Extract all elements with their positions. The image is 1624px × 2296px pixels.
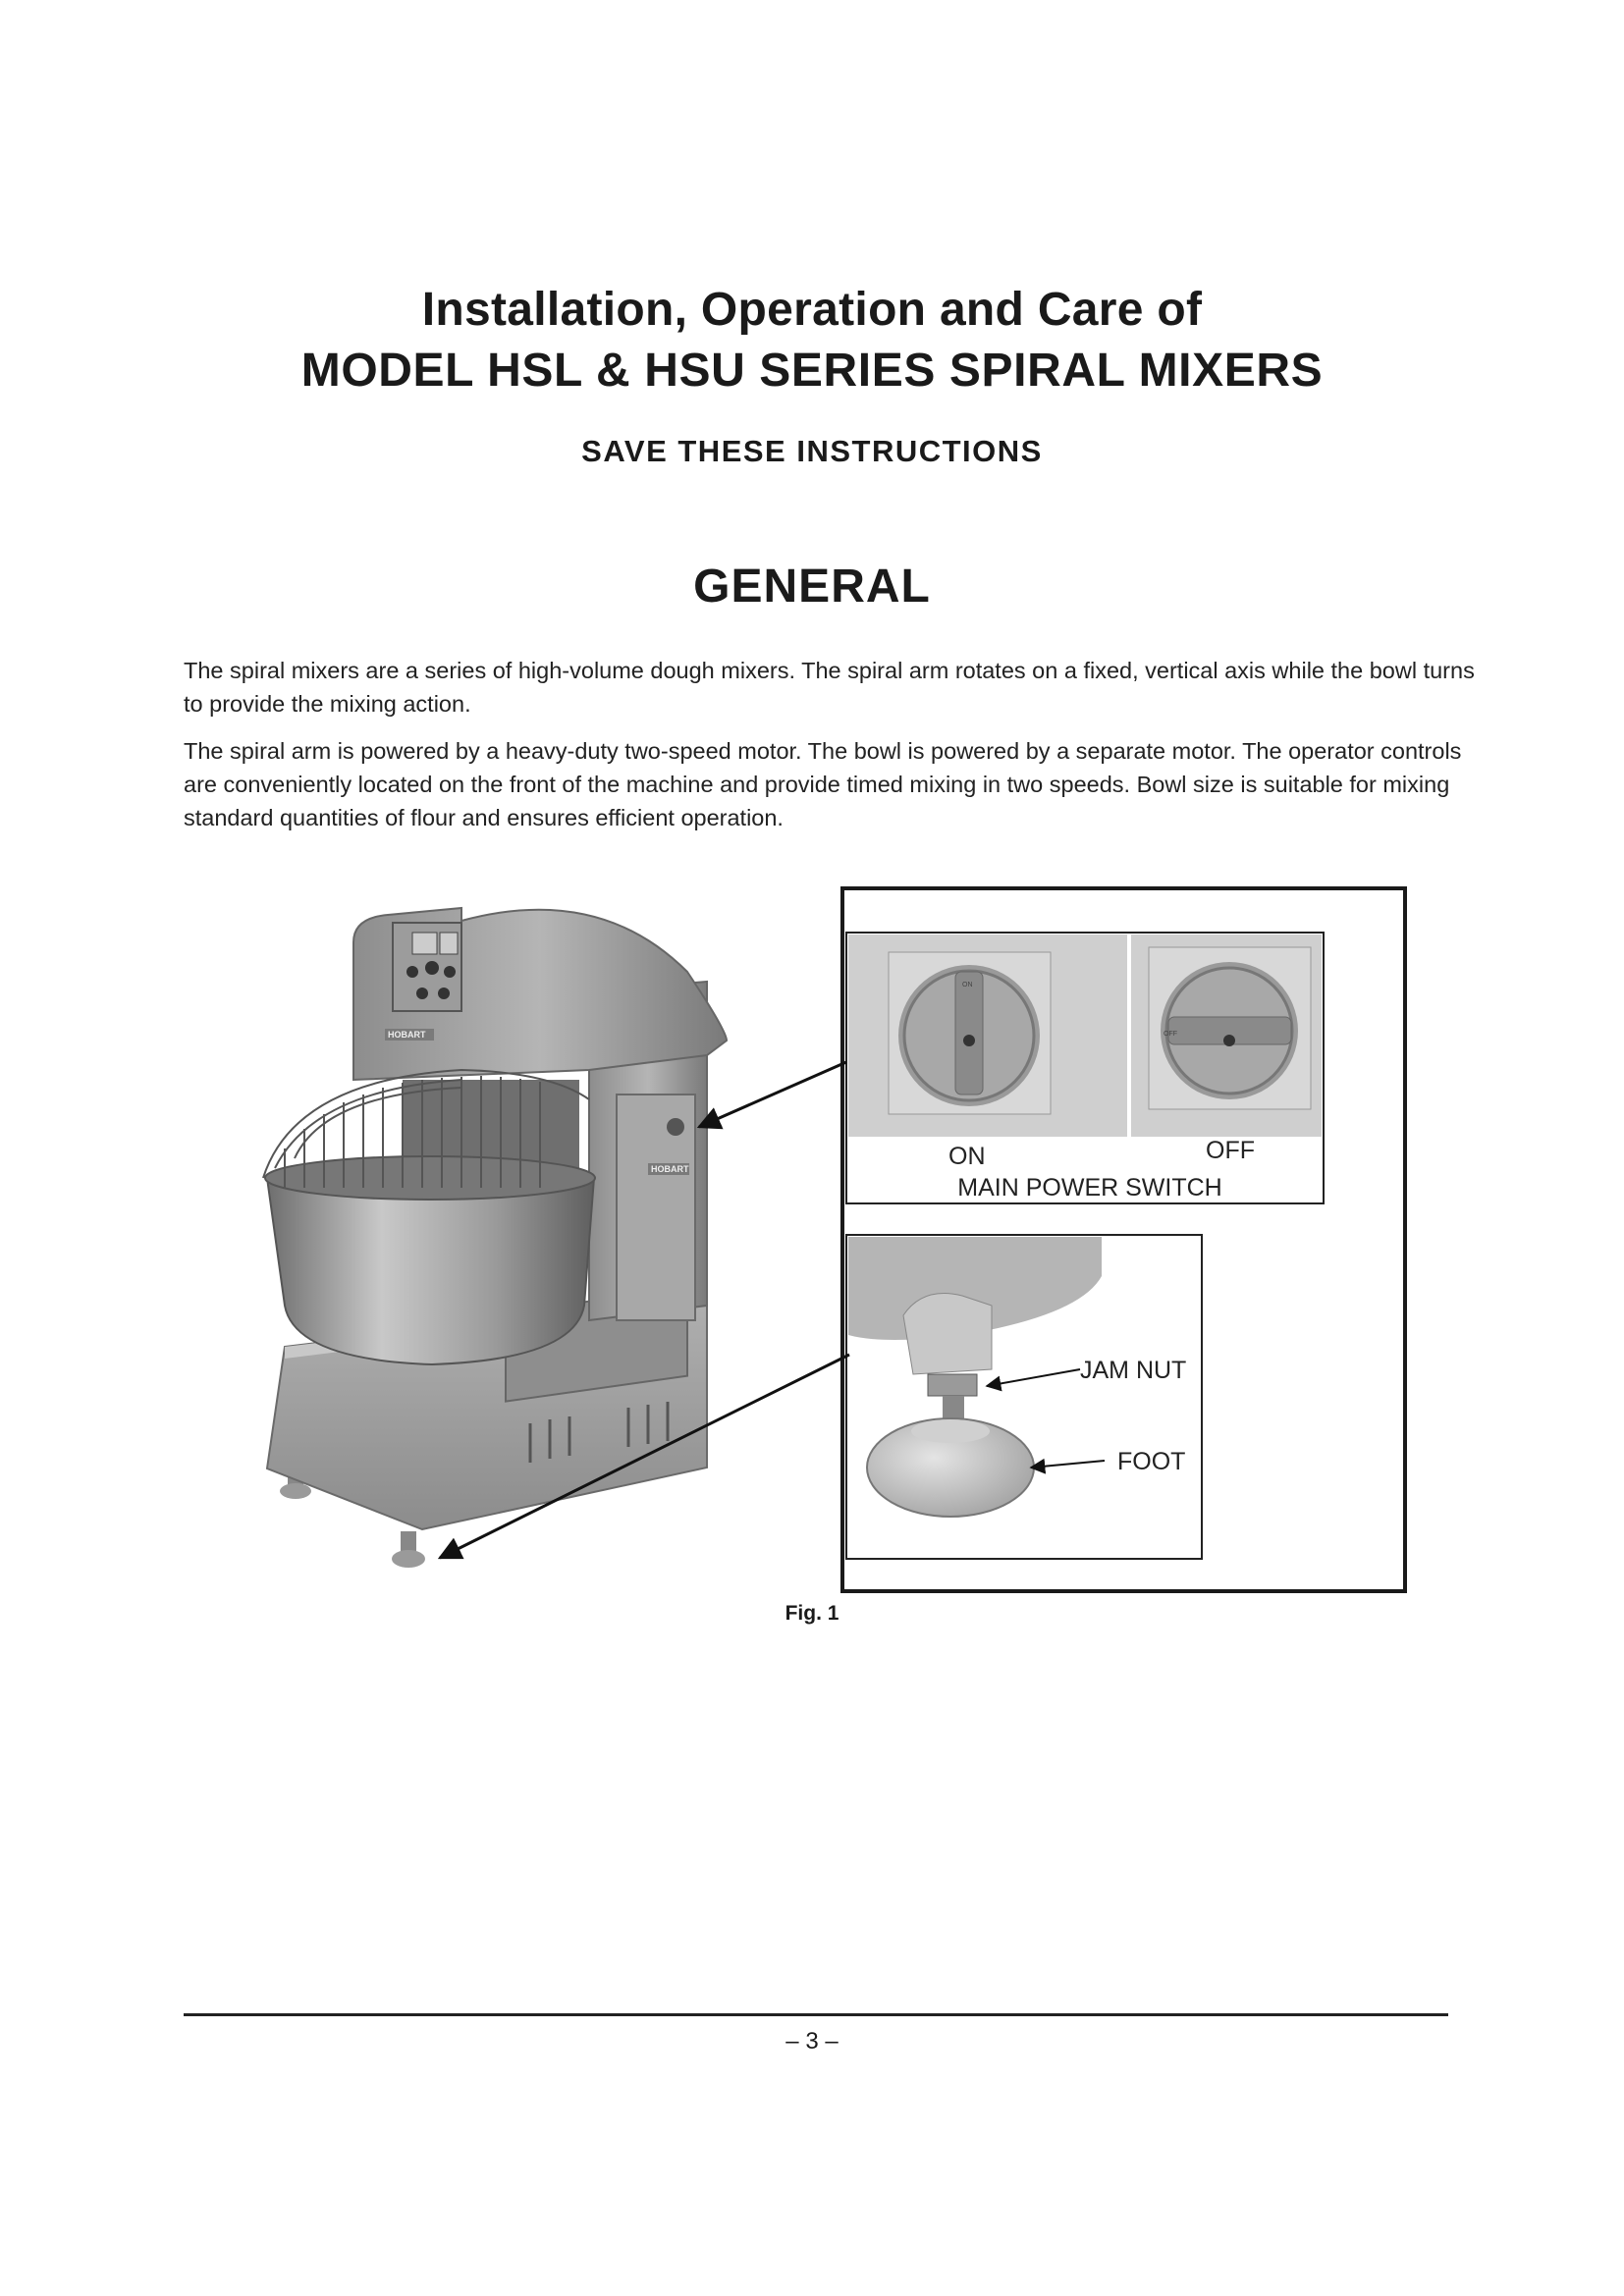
page-number: – 3 – — [785, 2028, 839, 2055]
on-knob-mark: ON — [962, 982, 973, 988]
switch-caption: MAIN POWER SWITCH — [957, 1174, 1222, 1201]
section-heading: GENERAL — [693, 561, 931, 613]
foot-inset — [846, 1235, 1202, 1559]
figure-caption: Fig. 1 — [785, 1602, 839, 1625]
switch-pointer-arrow — [699, 1062, 846, 1127]
jam-nut — [928, 1374, 977, 1396]
switch-on-label: ON — [948, 1143, 986, 1170]
document-title-line2: MODEL HSL & HSU SERIES SPIRAL MIXERS — [300, 345, 1324, 397]
side-brand-label: HOBART — [651, 1164, 689, 1174]
paragraph-2: The spiral arm is powered by a heavy-duty two-speed motor. The bowl is powered by a separate motor. The operator controls are conveniently located on the front of the machine and provide timed mixing in two speeds. Bowl size is suitable for mixing standard quantities of flour and ensures efficient operation. — [184, 738, 1462, 830]
footer-rule — [184, 2013, 1448, 2016]
off-knob-mark: OFF — [1164, 1031, 1177, 1038]
main-power-switch-inset — [846, 933, 1324, 1203]
mixer-illustration — [263, 908, 727, 1568]
document-title-line1: Installation, Operation and Care of — [421, 284, 1203, 336]
paragraph-1: The spiral mixers are a series of high-volume dough mixers. The spiral arm rotates on a fixed, vertical axis while the bowl turns to provide the mixing action. — [184, 658, 1475, 717]
foot-label: FOOT — [1117, 1448, 1186, 1475]
head-brand-label: HOBART — [388, 1030, 426, 1040]
power-switch-knob — [667, 1118, 684, 1136]
switch-off-label: OFF — [1206, 1137, 1255, 1164]
mixing-bowl — [267, 1178, 594, 1364]
document-subtitle: SAVE THESE INSTRUCTIONS — [581, 434, 1043, 468]
jam-nut-label: JAM NUT — [1080, 1357, 1187, 1384]
